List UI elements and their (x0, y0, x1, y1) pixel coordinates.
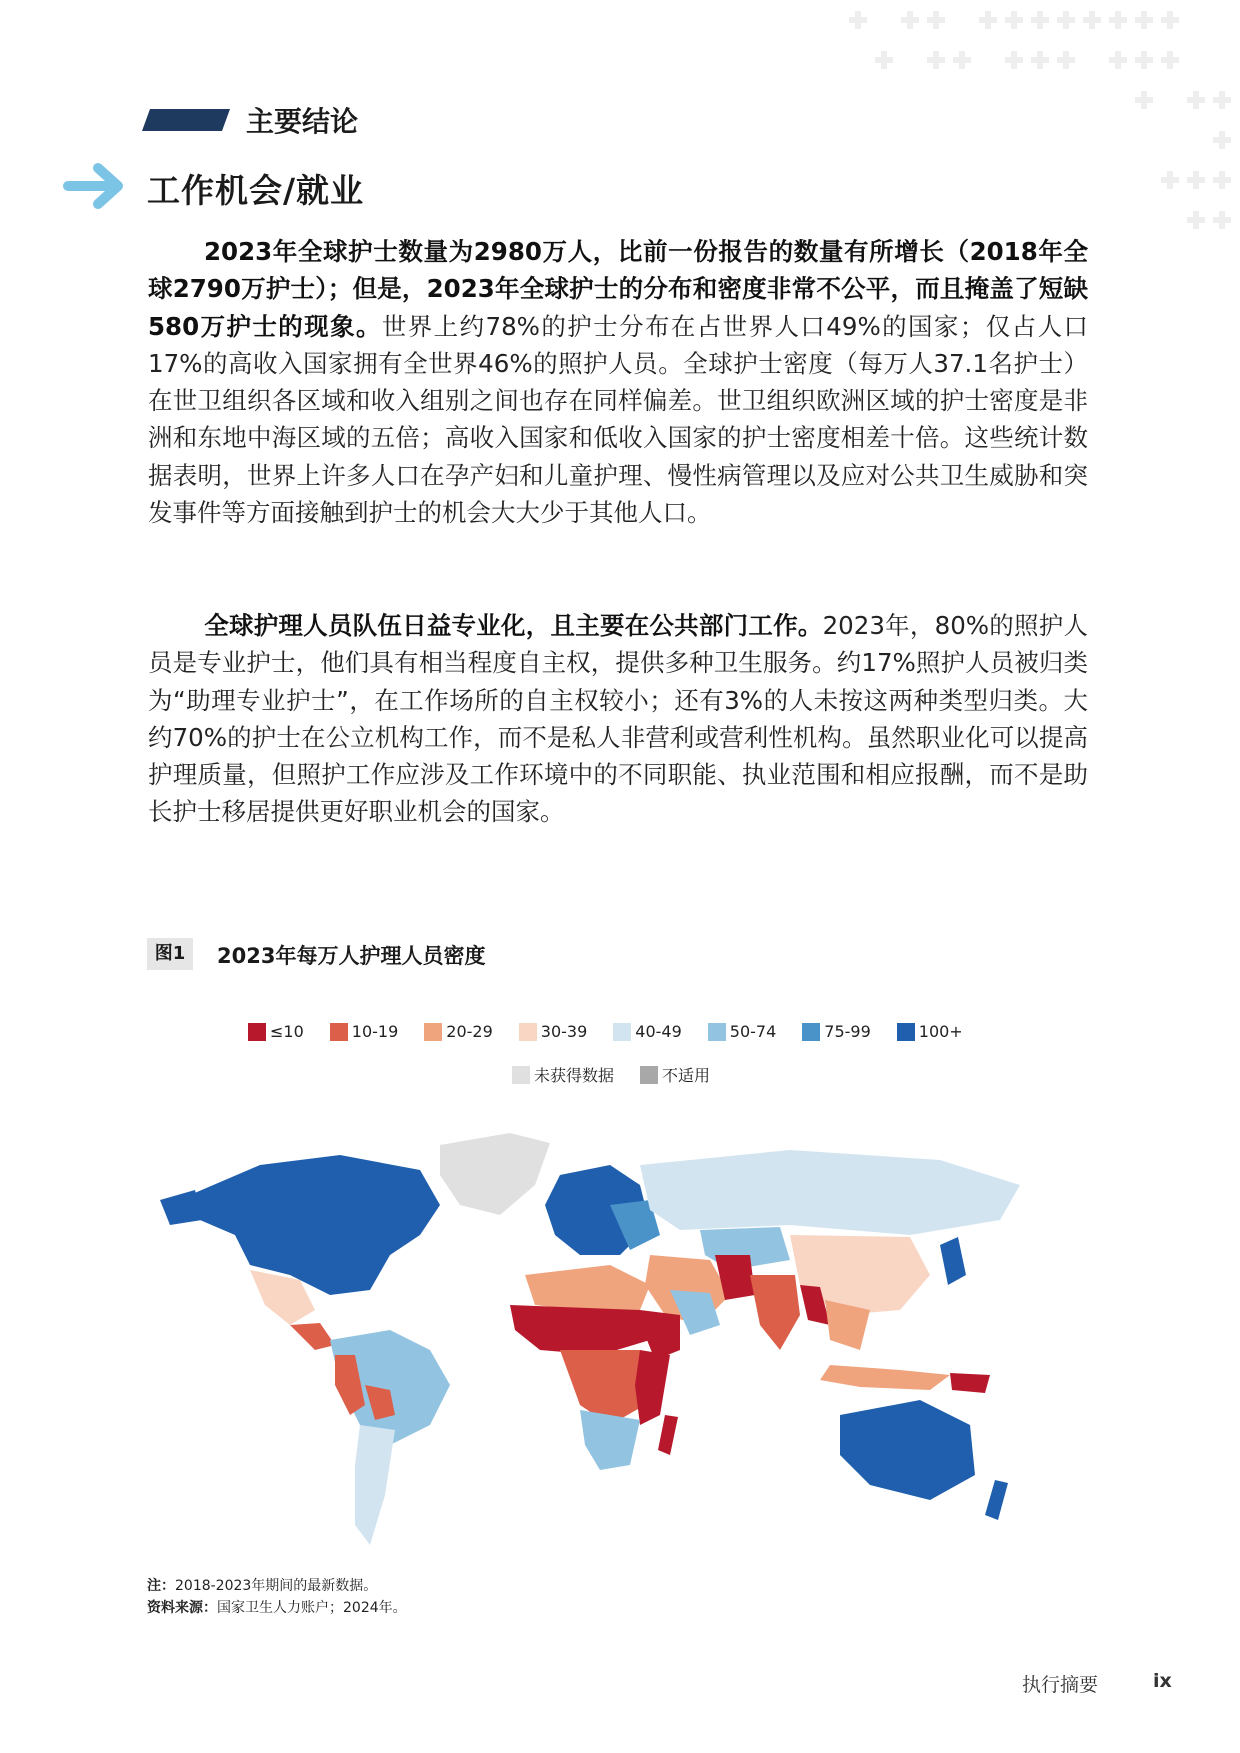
map-legend-primary (248, 1022, 963, 1041)
region-southern-cone (355, 1425, 395, 1545)
paragraph-2 (148, 607, 1088, 831)
legend-item-no-data: 未获得数据 (512, 1063, 614, 1086)
plus-decoration (1057, 51, 1075, 69)
plus-decoration (1187, 91, 1205, 109)
legend-swatch (512, 1066, 530, 1084)
paragraph-1 (148, 233, 1088, 531)
paragraph-2-body: 2023年，80%的照护人员是专业护士，他们具有相当程度自主权，提供多种卫生服务。约17%照护人员被归类为“助理专业护士”，在工作场所的自主权较小；还有3%的人未按这两种类型归类。大约70%的护士在公立机构工作，而不是私人非营利或营利性机构。虽然职业化可以提高护理质量，但照护工作应涉及工作环境中的不同职能、执业范围和相应报酬，而不是助长护士移居提供更好职业机会的国家。 (148, 611, 1088, 827)
section-title: 主要结论 (246, 105, 359, 138)
region-madagascar (658, 1415, 678, 1455)
legend-swatch (519, 1023, 537, 1041)
legend-swatch (248, 1023, 266, 1041)
plus-decoration (1213, 211, 1231, 229)
plus-decoration (1213, 131, 1231, 149)
arrow-right-icon (62, 160, 128, 212)
figure-notes (147, 1575, 407, 1619)
legend-swatch (897, 1023, 915, 1041)
legend-swatch (330, 1023, 348, 1041)
legend-swatch (613, 1023, 631, 1041)
sub-title: 工作机会/就业 (147, 171, 365, 210)
plus-decoration (1161, 11, 1179, 29)
region-australia (840, 1400, 975, 1500)
decorative-plus-pattern (820, 0, 1240, 260)
page-number: ix (1153, 1670, 1172, 1692)
plus-decoration (1109, 11, 1127, 29)
plus-decoration (1135, 11, 1153, 29)
plus-decoration (1161, 171, 1179, 189)
region-new-zealand (985, 1480, 1008, 1520)
region-india (750, 1275, 800, 1350)
region-central-america (290, 1323, 335, 1350)
legend-item-10-19: 10-19 (330, 1022, 399, 1041)
legend-item-20-29: 20-29 (424, 1022, 493, 1041)
region-southern-africa (580, 1410, 640, 1470)
plus-decoration (875, 51, 893, 69)
legend-swatch (424, 1023, 442, 1041)
region-papua (950, 1373, 990, 1393)
paragraph-1-body: 世界上约78%的护士分布在占世界人口49%的国家；仅占人口17%的高收入国家拥有全世界46%的照护人员。全球护士密度（每万人37.1名护士）在世卫组织各区域和收入组别之间也存在同样偏差。世卫组织欧洲区域的护士密度是非洲和东地中海区域的五倍；高收入国家和低收入国家的护士密度相差十倍。这些统计数据表明，世界上许多人口在孕产妇和儿童护理、慢性病管理以及应对公共卫生威胁和突发事件等方面接触到护士的机会大大少于其他人口。 (148, 311, 1088, 528)
paragraph-2-lead: 全球护理人员队伍日益专业化，且主要在公共部门工作。 (204, 611, 823, 640)
region-indonesia (820, 1365, 950, 1390)
map-legend-secondary (512, 1063, 710, 1086)
plus-decoration (901, 11, 919, 29)
plus-decoration (1057, 11, 1075, 29)
plus-decoration (1135, 51, 1153, 69)
plus-decoration (1187, 171, 1205, 189)
legend-item-not-applicable: 不适用 (640, 1063, 710, 1086)
region-greenland (440, 1133, 550, 1215)
plus-decoration (1161, 51, 1179, 69)
legend-item-40-49: 40-49 (613, 1022, 682, 1041)
plus-decoration (1109, 51, 1127, 69)
plus-decoration (1083, 11, 1101, 29)
plus-decoration (1187, 211, 1205, 229)
legend-swatch (640, 1066, 658, 1084)
plus-decoration (927, 11, 945, 29)
source-line: 资料来源：国家卫生人力账户；2024年。 (147, 1600, 407, 1616)
plus-decoration (1213, 91, 1231, 109)
legend-swatch (708, 1023, 726, 1041)
footer-section-name: 执行摘要 (1022, 1674, 1099, 1696)
region-north-america (190, 1155, 440, 1295)
region-sahel (510, 1305, 650, 1355)
figure-title: 2023年每万人护理人员密度 (217, 944, 486, 968)
plus-decoration (1031, 11, 1049, 29)
section-heading (146, 100, 358, 140)
note-line: 注：2018-2023年期间的最新数据。 (147, 1578, 378, 1594)
world-nurse-density-map (140, 1125, 1120, 1565)
region-east-africa (635, 1350, 670, 1425)
plus-decoration (927, 51, 945, 69)
plus-decoration (1135, 91, 1153, 109)
plus-decoration (1005, 11, 1023, 29)
region-russia (640, 1150, 1020, 1235)
plus-decoration (979, 11, 997, 29)
plus-decoration (953, 51, 971, 69)
plus-decoration (1031, 51, 1049, 69)
legend-item-le10: ≤10 (248, 1022, 304, 1041)
legend-item-75-99: 75-99 (802, 1022, 871, 1041)
legend-item-30-39: 30-39 (519, 1022, 588, 1041)
legend-item-50-74: 50-74 (708, 1022, 777, 1041)
figure-label: 图1 (147, 938, 193, 970)
legend-swatch (802, 1023, 820, 1041)
plus-decoration (1005, 51, 1023, 69)
paragraph-1-lead: 2023年全球护士数量为2980万人，比前一份报告的数量有所增长（2018年全球2790万护士）；但是，2023年全球护士的分布和密度非常不公平，而且掩盖了短缺580万护士的现象。 (148, 237, 1088, 341)
plus-decoration (849, 11, 867, 29)
region-alaska (160, 1190, 202, 1225)
region-japan (940, 1237, 966, 1285)
heading-bar (142, 109, 230, 131)
plus-decoration (1213, 171, 1231, 189)
region-north-africa (525, 1265, 650, 1310)
legend-item-100-plus: 100+ (897, 1022, 963, 1041)
